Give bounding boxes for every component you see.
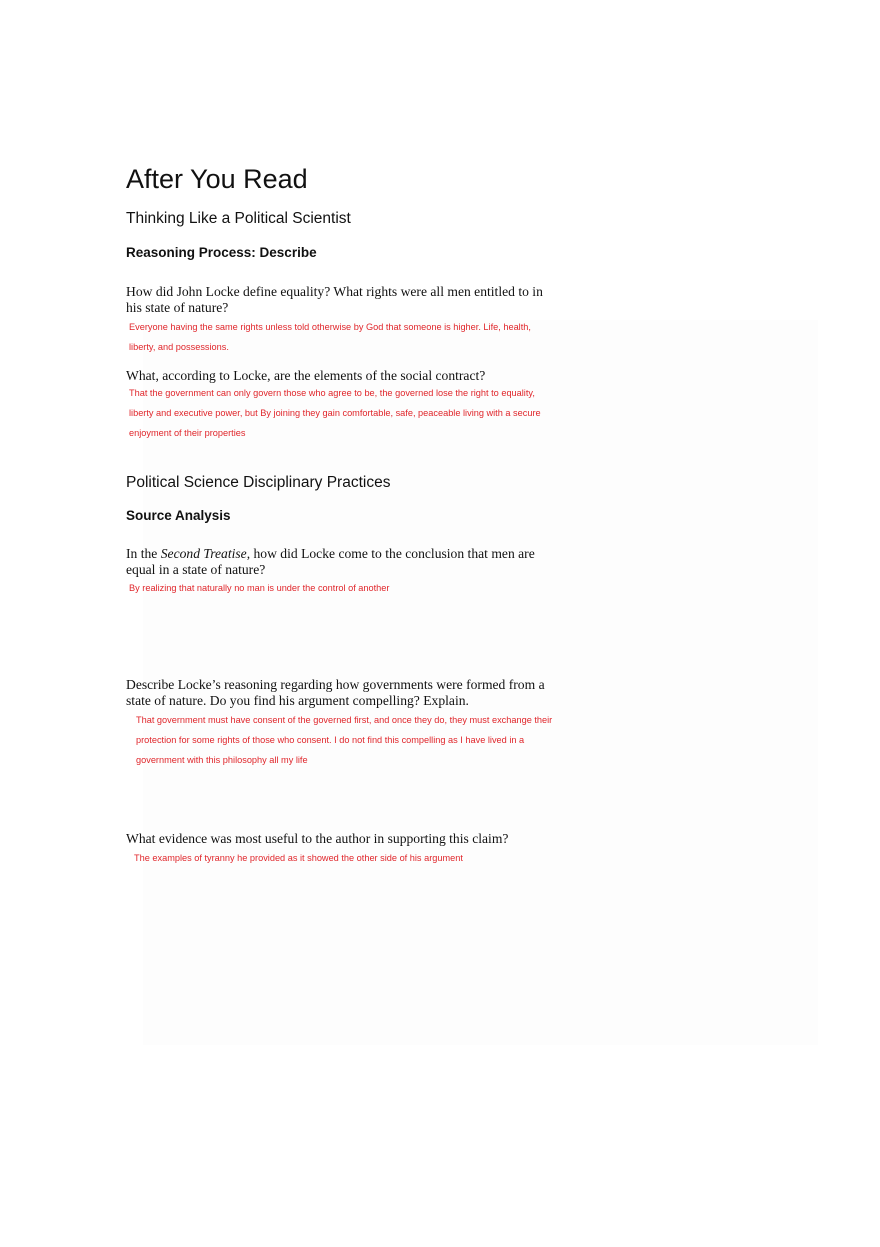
question-5: What evidence was most useful to the author in supporting this claim?	[126, 831, 509, 846]
answer-4-line-1: That government must have consent of the governed first, and once they do, they must exchange their	[136, 715, 553, 725]
subheading-reasoning-process: Reasoning Process: Describe	[126, 245, 317, 260]
question-3	[126, 546, 556, 577]
answer-2-line-1: That the government can only govern those who agree to be, the governed lose the right to equality,	[129, 388, 535, 398]
answer-1-line-1: Everyone having the same rights unless told otherwise by God that someone is higher. Life, health,	[129, 322, 531, 332]
answer-1-line-2: liberty, and possessions.	[129, 342, 229, 352]
answer-2-line-2: liberty and executive power, but By joining they gain comfortable, safe, peaceable living with a secure	[129, 408, 541, 418]
answer-5-line-1: The examples of tyranny he provided as it showed the other side of his argument	[134, 853, 463, 863]
question-4: Describe Locke’s reasoning regarding how governments were formed from a state of nature. Do you find his argument compelling? Explain.	[126, 677, 545, 708]
subheading-source-analysis: Source Analysis	[126, 508, 231, 523]
answer-4-line-2: protection for some rights of those who consent. I do not find this compelling as I have lived in a	[136, 735, 525, 745]
question-2: What, according to Locke, are the elements of the social contract?	[126, 368, 486, 383]
question-3-title: Second Treatise	[160, 546, 247, 561]
answer-2-line-3: enjoyment of their properties	[129, 428, 246, 438]
section-heading-thinking: Thinking Like a Political Scientist	[126, 210, 351, 227]
page-title: After You Read	[126, 164, 308, 194]
section-heading-practices: Political Science Disciplinary Practices	[126, 474, 391, 491]
answer-3-line-1: By realizing that naturally no man is under the control of another	[129, 583, 390, 593]
question-3-suffix: , how did Locke come to the conclusion that men are equal in a state of nature?	[126, 546, 535, 577]
question-3-prefix: In the	[126, 546, 161, 561]
question-1: How did John Locke define equality? What rights were all men entitled to in his state of nature?	[126, 284, 543, 315]
answer-4-line-3: government with this philosophy all my life	[136, 755, 308, 765]
